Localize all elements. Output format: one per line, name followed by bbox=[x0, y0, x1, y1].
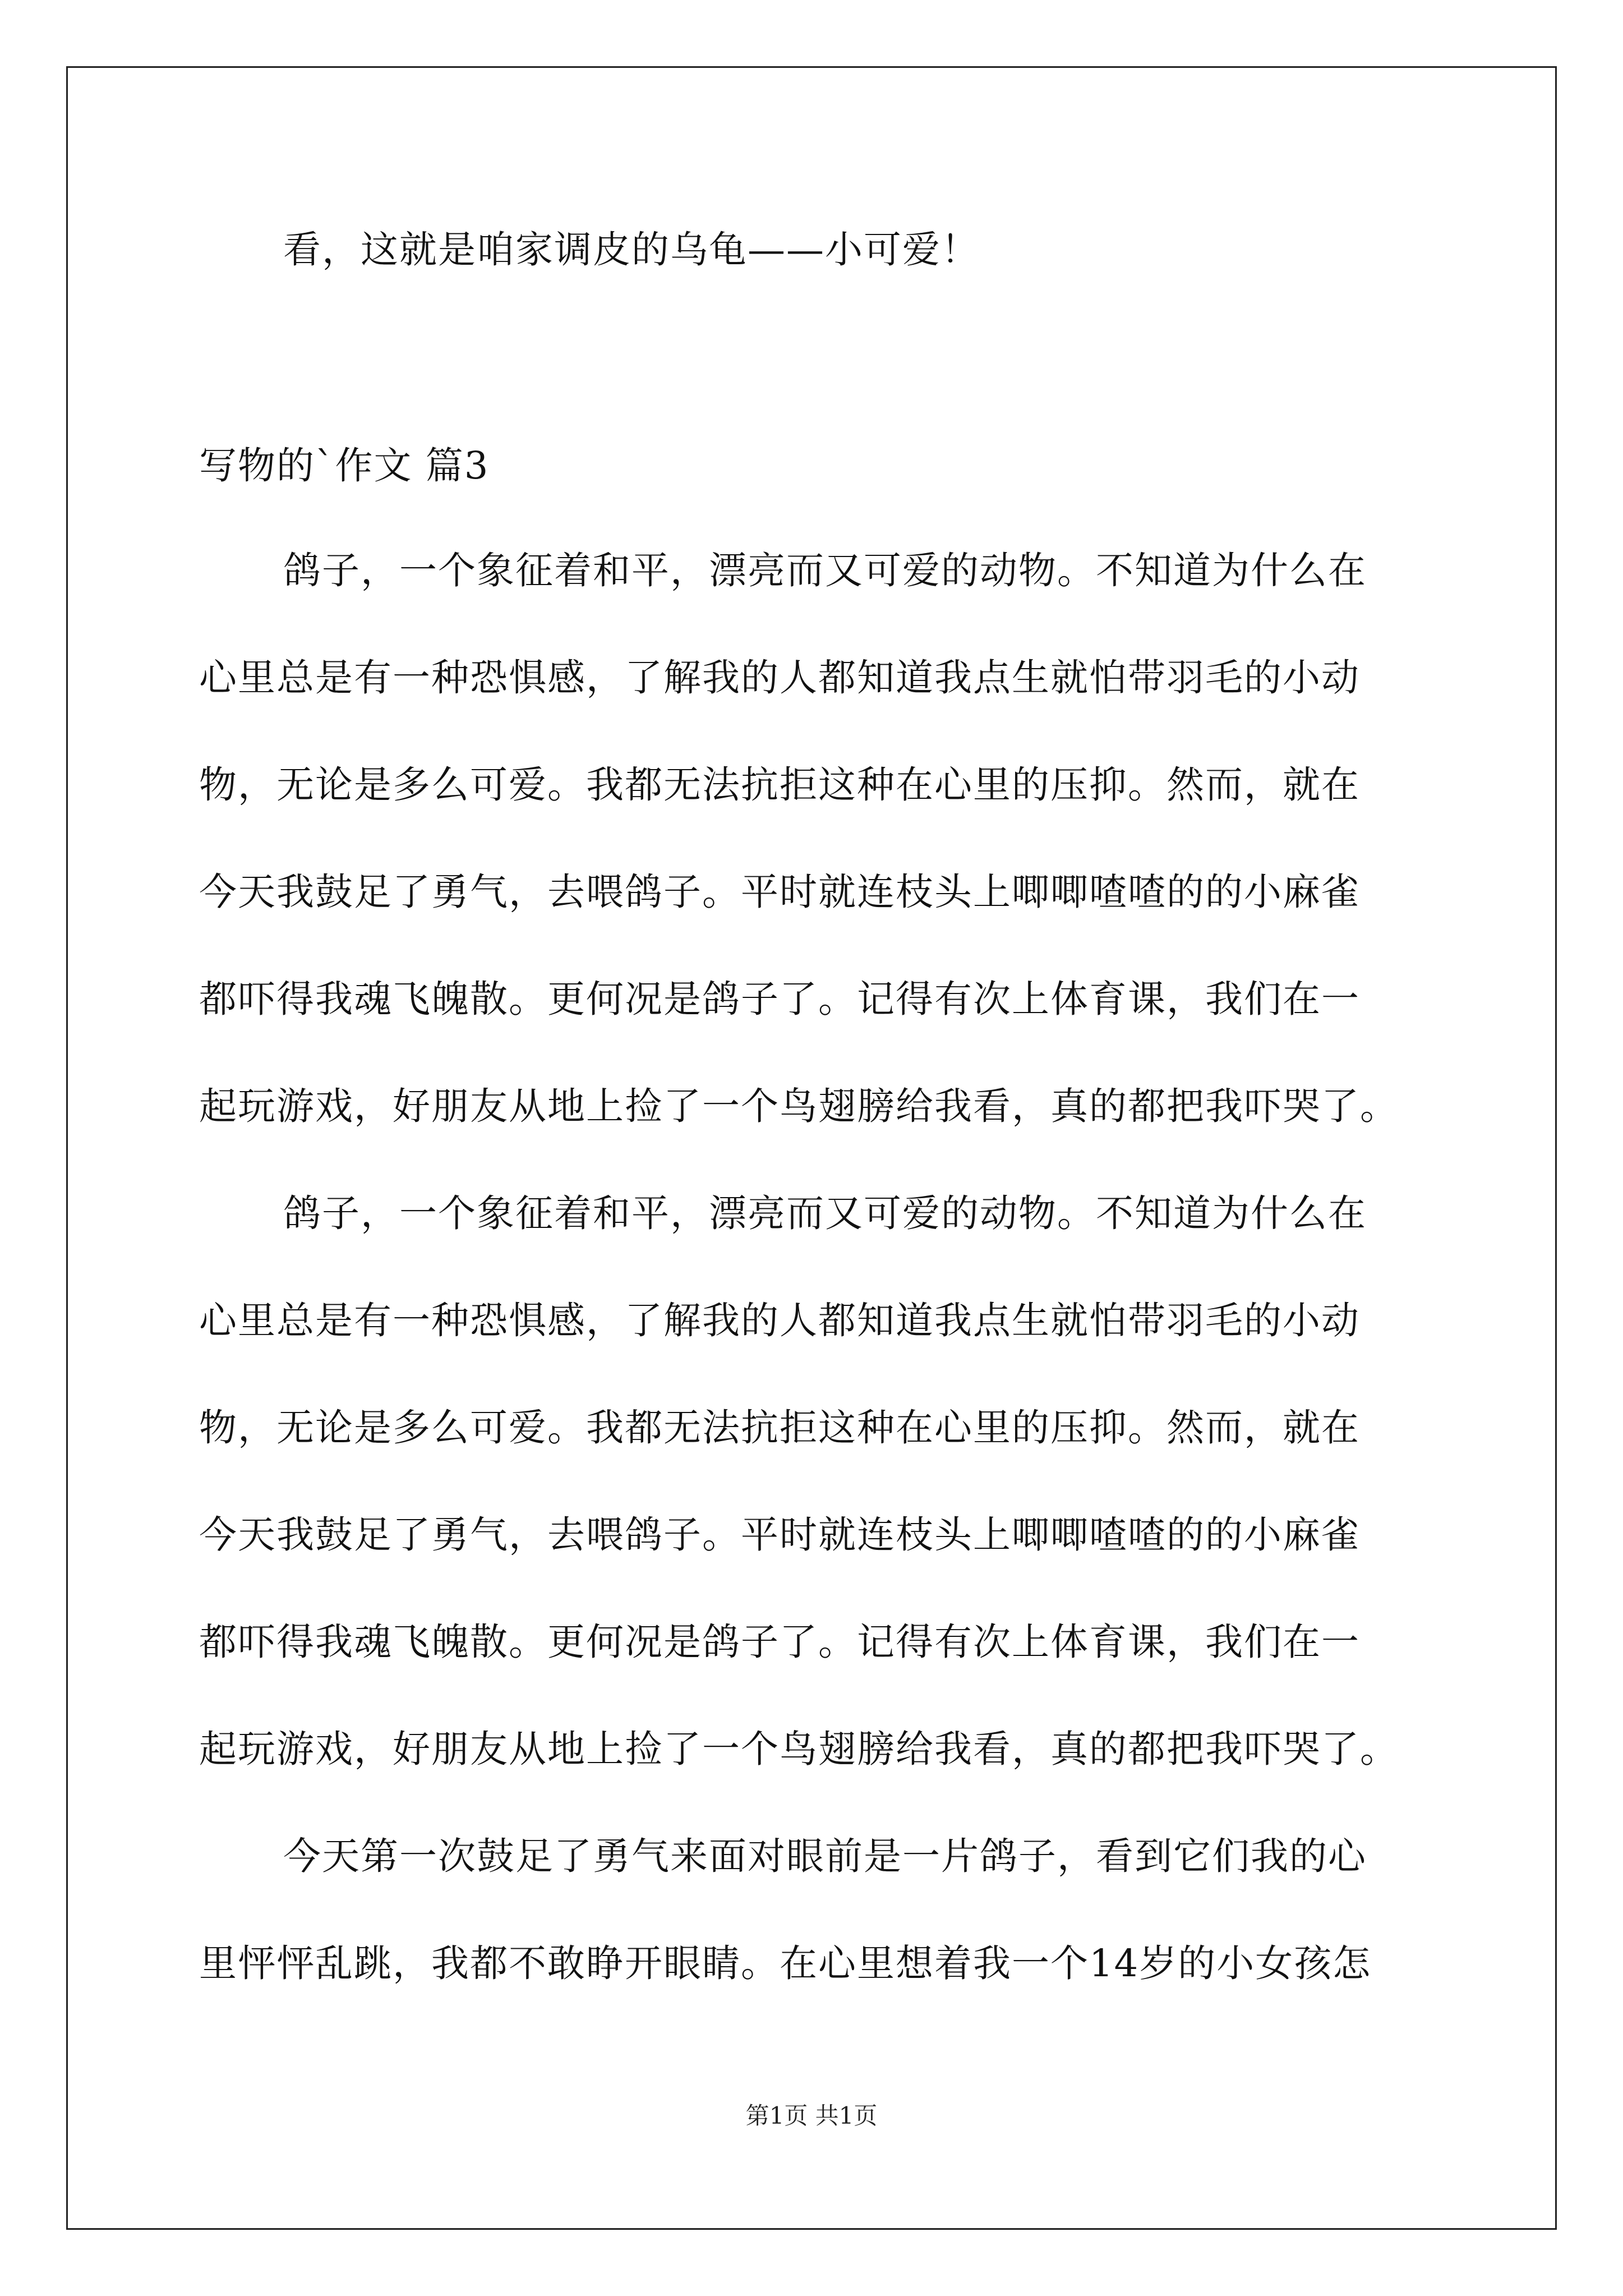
paragraph-1-line: 鸽子，一个象征着和平，漂亮而又可爱的动物。不知道为什么在 bbox=[283, 549, 1367, 592]
paragraph-1-line: 今天我鼓足了勇气，去喂鸽子。平时就连枝头上唧唧喳喳的的小麻雀 bbox=[199, 870, 1360, 914]
paragraph-2-line: 都吓得我魂飞魄散。更何况是鸽子了。记得有次上体育课，我们在一 bbox=[199, 1620, 1360, 1664]
paragraph-1-line: 起玩游戏，好朋友从地上捡了一个鸟翅膀给我看，真的都把我吓哭了。 bbox=[199, 1084, 1399, 1128]
paragraph-1-line: 物，无论是多么可爱。我都无法抗拒这种在心里的压抑。然而，就在 bbox=[199, 763, 1360, 807]
paragraph-3-line: 里怦怦乱跳，我都不敢睁开眼睛。在心里想着我一个14岁的小女孩怎 bbox=[199, 1941, 1372, 1985]
paragraph-2-line: 今天我鼓足了勇气，去喂鸽子。平时就连枝头上唧唧喳喳的的小麻雀 bbox=[199, 1513, 1360, 1557]
paragraph-1-line: 都吓得我魂飞魄散。更何况是鸽子了。记得有次上体育课，我们在一 bbox=[199, 977, 1360, 1021]
paragraph-2-line: 起玩游戏，好朋友从地上捡了一个鸟翅膀给我看，真的都把我吓哭了。 bbox=[199, 1727, 1399, 1771]
page-number-footer: 第1页 共1页 bbox=[745, 2102, 878, 2129]
section-title: 写物的`作文 篇3 bbox=[199, 444, 490, 487]
intro-line: 看，这就是咱家调皮的乌龟——小可爱！ bbox=[283, 228, 980, 272]
paragraph-1-line: 心里总是有一种恐惧感，了解我的人都知道我点生就怕带羽毛的小动 bbox=[199, 656, 1360, 700]
paragraph-2-line: 心里总是有一种恐惧感，了解我的人都知道我点生就怕带羽毛的小动 bbox=[199, 1299, 1360, 1342]
paragraph-2-line: 鸽子，一个象征着和平，漂亮而又可爱的动物。不知道为什么在 bbox=[283, 1191, 1367, 1235]
paragraph-2-line: 物，无论是多么可爱。我都无法抗拒这种在心里的压抑。然而，就在 bbox=[199, 1406, 1360, 1450]
paragraph-3-line: 今天第一次鼓足了勇气来面对眼前是一片鸽子，看到它们我的心 bbox=[283, 1834, 1367, 1878]
page-border bbox=[66, 66, 1557, 2230]
